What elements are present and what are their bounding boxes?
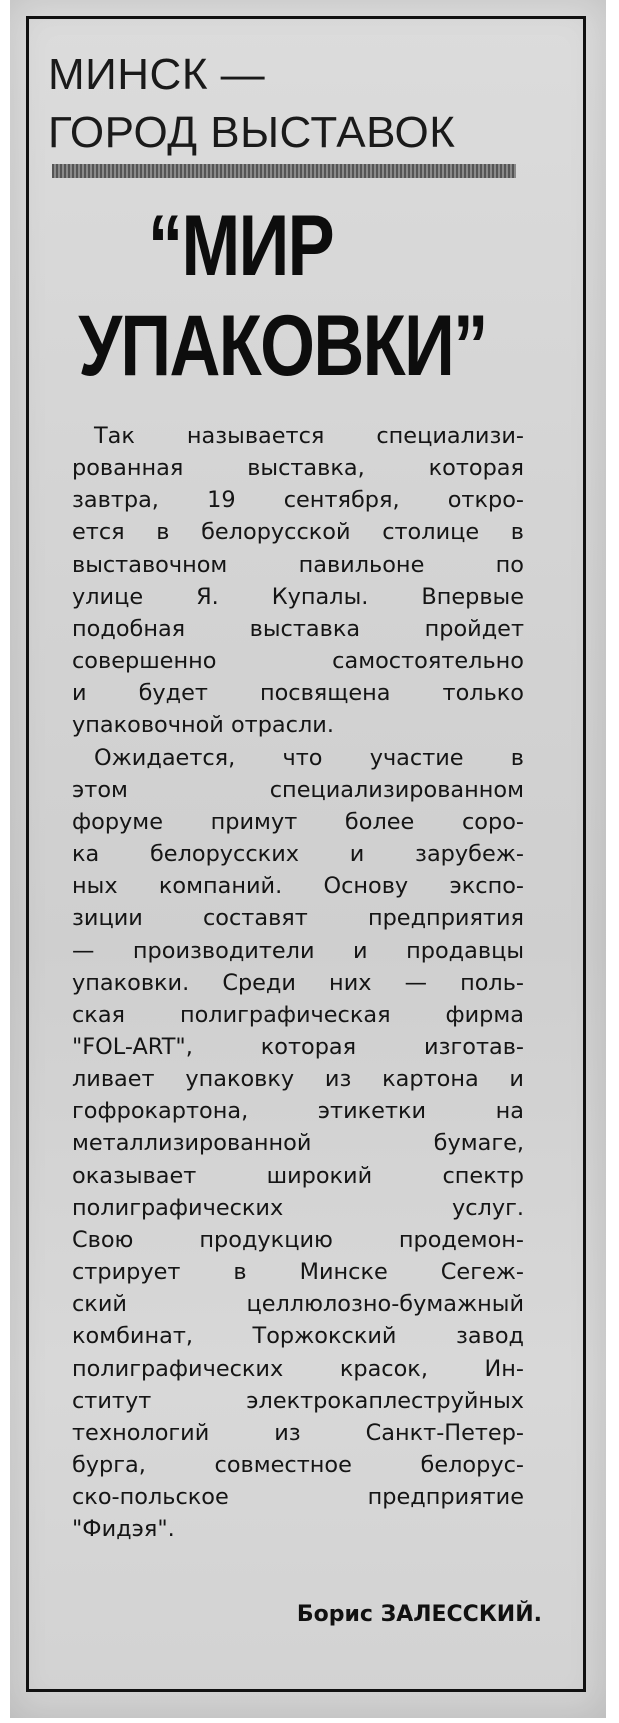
- body-line: ско-польское предприятие: [72, 1484, 524, 1511]
- headline-line-2: УПАКОВКИ”: [78, 298, 487, 394]
- body-line: гофрокартона, этикетки на: [72, 1098, 524, 1125]
- body-line: выставочном павильоне по: [72, 551, 524, 578]
- decorative-rule: [52, 164, 516, 178]
- body-line: этом специализированном: [72, 776, 524, 803]
- body-line: упаковки. Среди них — поль-: [72, 969, 524, 996]
- body-line: Ожидается, что участие в: [94, 744, 524, 771]
- article-headline: [70, 196, 487, 396]
- body-line: и будет посвящена только: [72, 680, 524, 707]
- body-line: форуме примут более соро-: [72, 808, 524, 835]
- rubric-line-2: ГОРОД ВЫСТАВОК: [48, 108, 456, 157]
- body-line: ливает упаковку из картона и: [72, 1066, 524, 1093]
- article-body: [72, 420, 524, 1545]
- body-line: бурга, совместное белорус-: [72, 1452, 524, 1478]
- body-line: завтра, 19 сентября, откро-: [72, 487, 524, 514]
- body-line: ская полиграфическая фирма: [72, 1001, 524, 1028]
- body-line: Свою продукцию продемон-: [72, 1226, 524, 1253]
- rubric-heading: [48, 46, 528, 162]
- body-line: комбинат, Торжокский завод: [72, 1323, 524, 1350]
- body-line: ных компаний. Основу экспо-: [72, 873, 524, 900]
- body-line: совершенно самостоятельно: [72, 648, 524, 675]
- body-line: рованная выставка, которая: [72, 455, 524, 482]
- author-signature: Борис ЗАЛЕССКИЙ.: [296, 1602, 542, 1627]
- body-line: стрирует в Минске Сегеж-: [72, 1259, 524, 1286]
- body-line: полиграфических красок, Ин-: [72, 1355, 524, 1382]
- body-line: "FOL-ART", которая изготав-: [72, 1033, 524, 1060]
- body-line: — производители и продавцы: [72, 937, 524, 964]
- body-line: зиции составят предприятия: [72, 905, 524, 932]
- body-line: технологий из Санкт-Петер-: [72, 1419, 524, 1446]
- body-line: оказывает широкий спектр: [72, 1162, 524, 1189]
- body-line: ка белорусских и зарубеж-: [72, 841, 524, 868]
- body-line: ский целлюлозно-бумажный: [72, 1291, 524, 1318]
- body-line: подобная выставка пройдет: [72, 615, 524, 642]
- body-line: полиграфических услуг.: [72, 1194, 524, 1221]
- body-line: "Фидэя".: [72, 1516, 175, 1543]
- body-line: металлизированной бумаге,: [72, 1130, 524, 1157]
- body-line: Так называется специализи-: [94, 423, 524, 449]
- body-line: ститут электрокаплеструйных: [72, 1387, 524, 1414]
- body-line: ется в белорусской столице в: [72, 519, 524, 546]
- body-line: улице Я. Купалы. Впервые: [72, 583, 524, 610]
- headline-line-1: “МИР: [147, 198, 334, 294]
- rubric-line-1: МИНСК —: [48, 50, 266, 99]
- body-line: упаковочной отрасли.: [72, 712, 334, 739]
